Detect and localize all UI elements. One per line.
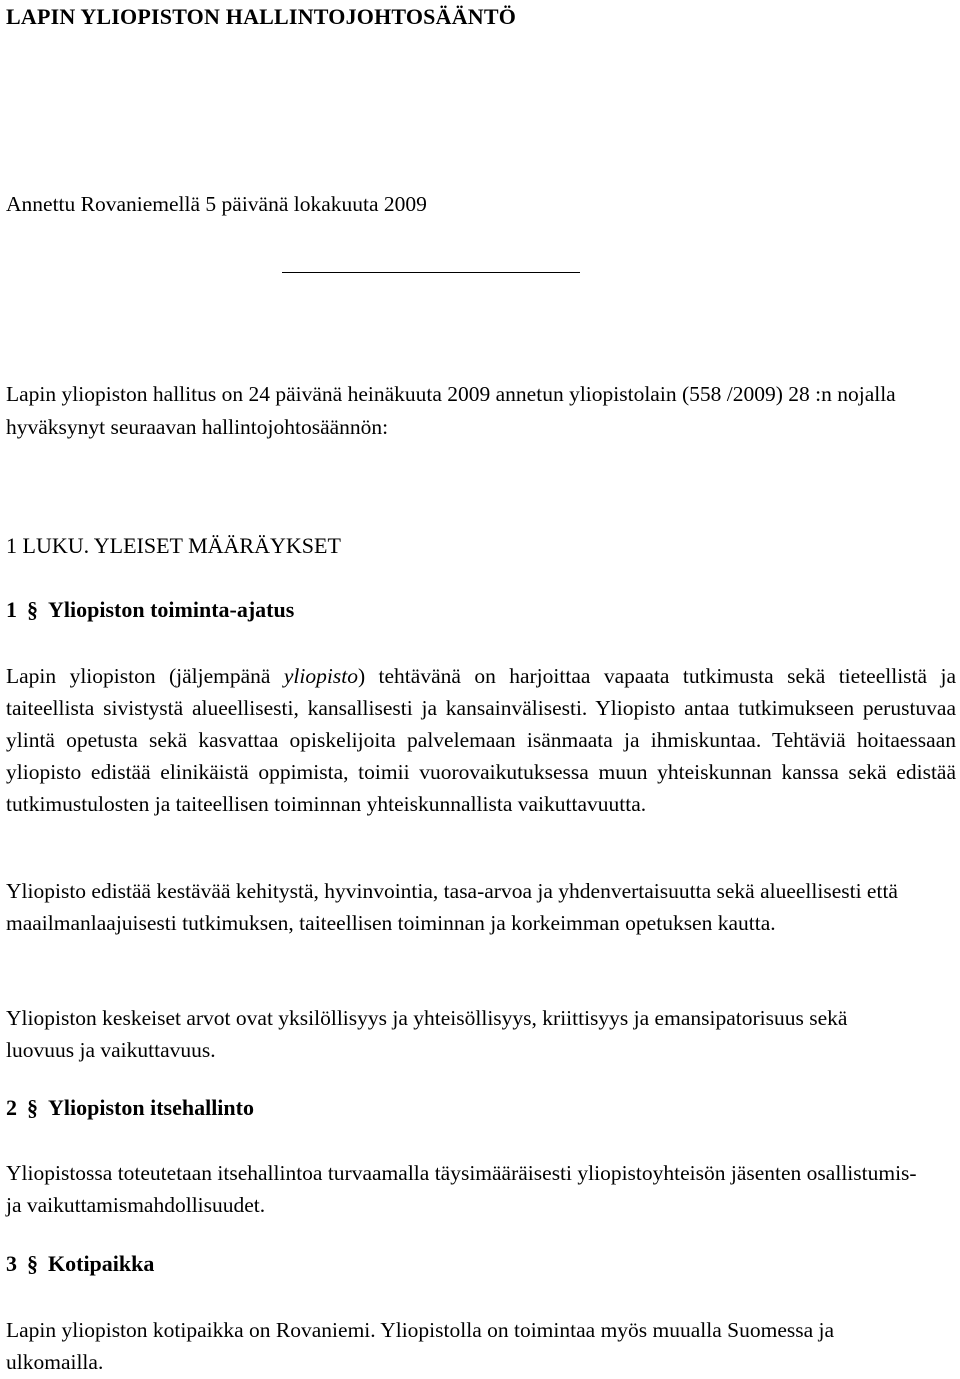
section-sign-icon: § (27, 1251, 38, 1276)
chapter-heading: 1 LUKU. YLEISET MÄÄRÄYKSET (6, 533, 341, 558)
section-1-paragraph-2: Yliopisto edistää kestävää kehitystä, hyvinvointia, tasa-arvoa ja yhdenvertaisuutta sekä alueellisesti että maailmanlaajuisesti tutkimuksen, taiteellisen toiminnan ja korkeimman opetuksen kautta. (6, 879, 898, 935)
section-sign-icon: § (27, 1095, 38, 1120)
section-1-paragraph-3: Yliopiston keskeiset arvot ovat yksilöllisyys ja yhteisöllisyys, kriittisyys ja emansipatorisuus sekä luovuus ja vaikuttavuus. (6, 1006, 848, 1062)
section-3-number: 3 (6, 1251, 17, 1276)
section-1-p1-rest: ) tehtävänä on harjoittaa vapaata tutkimusta sekä tieteellistä ja taiteellista sivistystä alueellisesti, kansallisesti ja kansainvälisesti. Yliopisto antaa tutkimukseen perustuvaa ylintä opetusta sekä kasvattaa opiskelijoita palvelemaan isänmaata ja ihmiskuntaa. Tehtäviä hoitaessaan yliopisto edistää elinikäistä oppimista, toimii vuorovaikutuksessa muun yhteiskunnan kanssa sekä edistää tutkimustulosten ja taiteellisen toiminnan yhteiskunnallista vaikuttavuutta. (6, 664, 956, 816)
section-sign-icon: § (27, 597, 38, 622)
section-1-p1-start: Lapin yliopiston (jäljempänä (6, 664, 284, 688)
separator-line (282, 272, 580, 273)
enactment-date: Annettu Rovaniemellä 5 päivänä lokakuuta 2009 (6, 192, 427, 216)
section-1-title: Yliopiston toiminta-ajatus (48, 597, 295, 622)
section-2-title: Yliopiston itsehallinto (48, 1095, 254, 1120)
section-3-title: Kotipaikka (48, 1251, 155, 1276)
section-1-paragraph-1 (6, 660, 956, 820)
section-1-number: 1 (6, 597, 17, 622)
section-2-paragraph-1: Yliopistossa toteutetaan itsehallintoa turvaamalla täysimääräisesti yliopistoyhteisön jäsenten osallistumis- ja vaikuttamismahdollisuudet. (6, 1161, 917, 1217)
section-1-heading (6, 597, 294, 623)
section-2-number: 2 (6, 1095, 17, 1120)
section-1-p1-italic: yliopisto (283, 664, 358, 688)
section-2-heading (6, 1095, 254, 1121)
preamble: Lapin yliopiston hallitus on 24 päivänä heinäkuuta 2009 annetun yliopistolain (558 /2009) 28 :n nojalla hyväksynyt seuraavan hallintojohtosäännön: (6, 382, 896, 439)
section-3-heading (6, 1251, 154, 1277)
section-3-paragraph-1: Lapin yliopiston kotipaikka on Rovaniemi. Yliopistolla on toimintaa myös muualla Suomessa ja ulkomailla. (6, 1318, 835, 1374)
document-title: LAPIN YLIOPISTON HALLINTOJOHTOSÄÄNTÖ (6, 4, 517, 29)
